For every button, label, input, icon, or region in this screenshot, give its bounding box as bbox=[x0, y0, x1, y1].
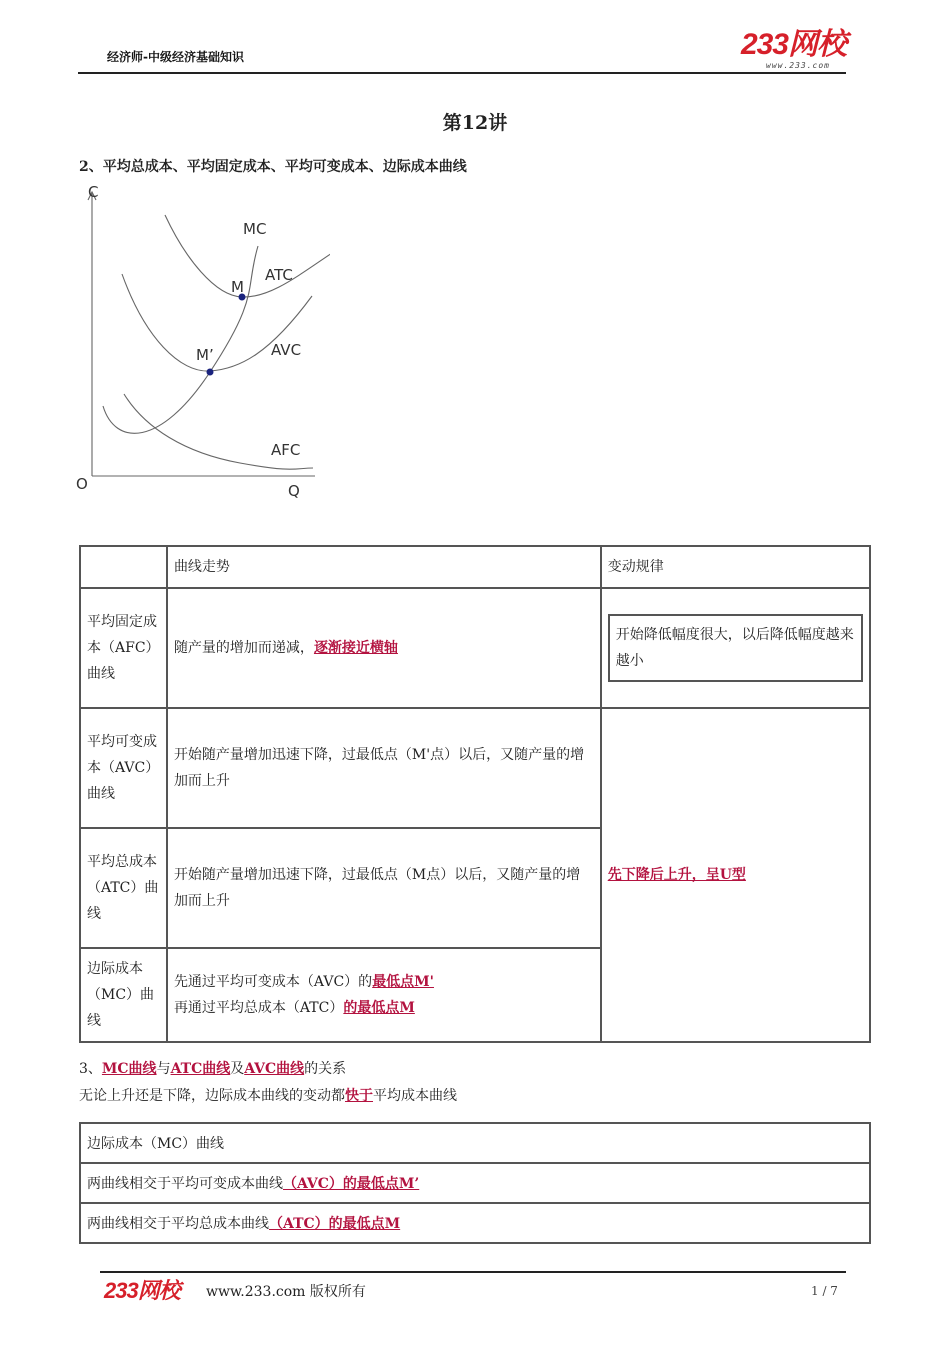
point-m-prime bbox=[207, 369, 214, 376]
series-label-mc: MC bbox=[243, 220, 267, 238]
section-3-title: 3、MC曲线与ATC曲线及AVC曲线的关系 bbox=[79, 1061, 347, 1077]
table-row: 边际成本（MC）曲线 bbox=[80, 1123, 870, 1163]
table-row bbox=[80, 588, 870, 708]
footer-logo[interactable]: 233网校 bbox=[104, 1278, 180, 1303]
table-row: 两曲线相交于平均总成本曲线（ATC）的最低点M bbox=[80, 1203, 870, 1243]
origin-label: O bbox=[76, 475, 88, 493]
site-logo[interactable]: 233网校 bbox=[740, 28, 846, 61]
footer-copyright: www.233.com 版权所有 bbox=[206, 1284, 366, 1300]
table-header-cell: 变动规律 bbox=[601, 546, 870, 588]
row-trend: 随产量的增加而递减，逐渐接近横轴 bbox=[167, 588, 601, 708]
series-label-atc: ATC bbox=[265, 266, 293, 284]
lecture-title: 第12讲 bbox=[442, 112, 508, 134]
page-number: 1 / 7 bbox=[811, 1284, 838, 1298]
table-row: 两曲线相交于平均可变成本曲线（AVC）的最低点M’ bbox=[80, 1163, 870, 1203]
header-divider bbox=[78, 72, 846, 74]
table-header-cell bbox=[80, 546, 167, 588]
row-trend: 开始随产量增加迅速下降，过最低点（M'点）以后，又随产量的增加而上升 bbox=[167, 708, 601, 828]
point-label-m-prime: M’ bbox=[196, 346, 214, 364]
relation-table bbox=[79, 1122, 871, 1244]
table-header-row bbox=[80, 546, 870, 588]
series-label-afc: AFC bbox=[271, 441, 301, 459]
header-title: 经济师-中级经济基础知识 bbox=[107, 50, 244, 64]
merged-rule-cell: 先下降后上升，呈U型 bbox=[601, 708, 870, 1042]
point-label-m: M bbox=[231, 278, 244, 296]
row-name: 平均总成本（ATC）曲线 bbox=[80, 828, 167, 948]
cost-curves-chart bbox=[70, 178, 330, 508]
logo-url[interactable]: www.233.com bbox=[766, 61, 830, 70]
footer-divider bbox=[100, 1271, 846, 1273]
row-name: 平均固定成本（AFC）曲线 bbox=[80, 588, 167, 708]
row-trend: 开始随产量增加迅速下降，过最低点（M点）以后，又随产量的增加而上升 bbox=[167, 828, 601, 948]
mc-curve bbox=[103, 246, 258, 433]
cost-curves-table bbox=[79, 545, 871, 1043]
section-3-statement: 无论上升还是下降，边际成本曲线的变动都快于平均成本曲线 bbox=[79, 1088, 457, 1104]
row-name: 平均可变成本（AVC）曲线 bbox=[80, 708, 167, 828]
table-header-cell: 曲线走势 bbox=[167, 546, 601, 588]
table-row bbox=[80, 708, 870, 828]
series-label-avc: AVC bbox=[271, 341, 302, 359]
x-axis-label: Q bbox=[288, 482, 300, 500]
section-2-title: 2、平均总成本、平均固定成本、平均可变成本、边际成本曲线 bbox=[79, 159, 467, 175]
row-trend: 先通过平均可变成本（AVC）的最低点M' 再通过平均总成本（ATC）的最低点M bbox=[167, 948, 601, 1042]
row-name: 边际成本（MC）曲线 bbox=[80, 948, 167, 1042]
y-axis-label: C bbox=[88, 183, 99, 201]
row-rule: 开始降低幅度很大，以后降低幅度越来越小 bbox=[601, 588, 870, 708]
